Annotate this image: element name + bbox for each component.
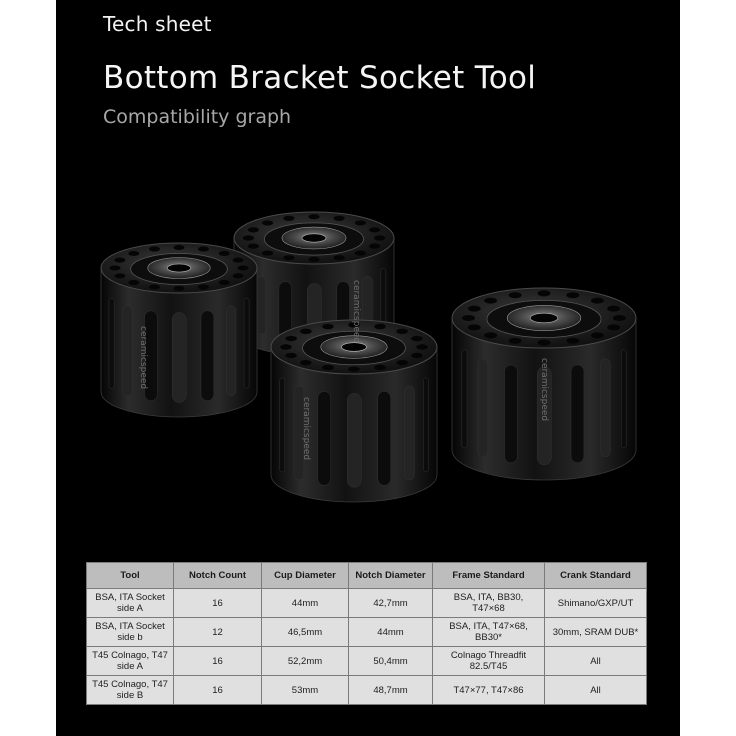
brand-engraving: ceramicspeed [138,326,148,390]
tool-line: BSA, ITA Socket [95,592,165,603]
frame-line: Colnago Threadfit [450,650,527,661]
column-header: Tool [87,563,174,589]
brand-engraving: ceramicspeed [539,358,549,422]
tool-line: side A [117,603,143,614]
cup-diameter-cell: 46,5mm [262,618,349,647]
column-header: Frame Standard [433,563,545,589]
tool-line: T45 Colnago, T47 [92,650,168,661]
tool-line: T45 Colnago, T47 [92,679,168,690]
notch-count-cell: 16 [174,647,262,676]
crank-standard-cell: 30mm, SRAM DUB* [545,618,647,647]
tool-line: side A [117,661,143,672]
tool-cell [87,618,174,647]
frame-standard-cell [433,589,545,618]
frame-line: 82.5/T45 [469,661,508,672]
brand-engraving: ceramicspeed [301,397,311,461]
notch-diameter-cell: 42,7mm [349,589,433,618]
page-title: Bottom Bracket Socket Tool [103,60,537,96]
frame-line: BSA, ITA, BB30, [453,592,524,603]
tool-cell [87,589,174,618]
notch-count-cell: 12 [174,618,262,647]
frame-standard-cell [433,618,545,647]
notch-count-cell: 16 [174,589,262,618]
notch-count-cell: 16 [174,676,262,705]
cup-diameter-cell: 53mm [262,676,349,705]
notch-diameter-cell: 48,7mm [349,676,433,705]
table-row [87,618,647,647]
socket-tool-left [101,243,257,417]
frame-line: BB30* [475,632,502,643]
tech-sheet-panel [56,0,680,736]
cup-diameter-cell: 52,2mm [262,647,349,676]
table-row [87,589,647,618]
notch-diameter-cell: 44mm [349,618,433,647]
socket-tool-front [271,320,437,502]
tool-line: side b [117,632,143,643]
table-header-row [87,563,647,589]
column-header: Notch Diameter [349,563,433,589]
cup-diameter-cell: 44mm [262,589,349,618]
product-photo [56,200,680,530]
crank-standard-cell: All [545,676,647,705]
page-subtitle: Compatibility graph [103,106,292,128]
frame-standard-cell: T47×77, T47×86 [433,676,545,705]
column-header: Cup Diameter [262,563,349,589]
frame-line: BSA, ITA, T47×68, [449,621,528,632]
column-header: Notch Count [174,563,262,589]
tool-cell [87,647,174,676]
tool-line: side B [116,690,144,701]
kicker-label: Tech sheet [103,12,212,36]
frame-line: T47×68 [472,603,505,614]
crank-standard-cell: Shimano/GXP/UT [545,589,647,618]
tool-line: BSA, ITA Socket [95,621,165,632]
table-row [87,676,647,705]
table-row [87,647,647,676]
notch-diameter-cell: 50,4mm [349,647,433,676]
frame-standard-cell [433,647,545,676]
brand-engraving: ceramicspeed [351,280,361,344]
column-header: Crank Standard [545,563,647,589]
crank-standard-cell: All [545,647,647,676]
tool-cell [87,676,174,705]
compatibility-table [86,562,647,705]
